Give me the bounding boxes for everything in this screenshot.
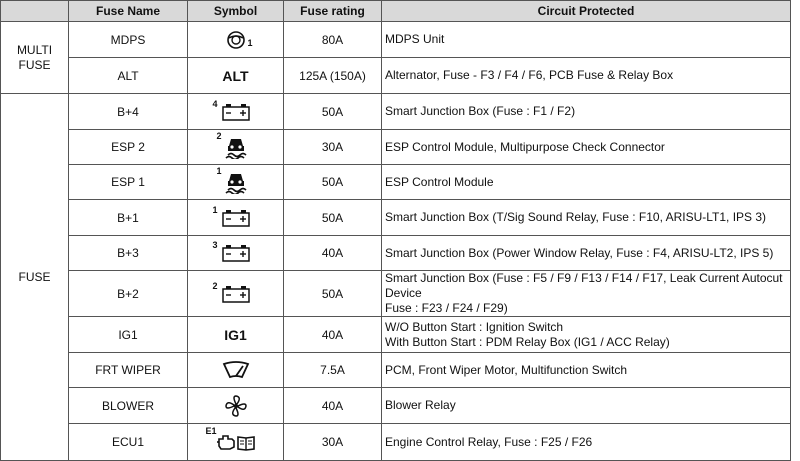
fuse-symbol [188,353,284,388]
group-label-line: FUSE [18,57,51,72]
circuit-protected [382,353,791,388]
table-row [1,58,791,94]
group-label-fuse [1,94,69,461]
battery-icon [221,104,251,118]
fuse-symbol [188,200,284,236]
fuse-rating: 50A [284,200,382,236]
fuse-name: B+3 [69,236,188,271]
fuse-name: ESP 2 [69,130,188,165]
circuit-protected [382,22,791,58]
circuit-protected [382,165,791,200]
fuse-symbol [188,165,284,200]
header-row [1,1,791,22]
symbol-superscript: 1 [247,37,253,48]
fuse-rating: 40A [284,236,382,271]
fuse-name: MDPS [69,22,188,58]
symbol-superscript: 1 [216,166,222,176]
esp-car-icon [225,139,247,153]
table-row [1,353,791,388]
circuit-protected [382,424,791,461]
table-row [1,271,791,317]
fuse-name: B+1 [69,200,188,236]
circuit-line: Smart Junction Box (T/Sig Sound Relay, Fuse : F10, ARISU-LT1, IPS 3) [385,210,767,224]
circuit-line: W/O Button Start : Ignition Switch [385,319,564,334]
circuit-line: Blower Relay [385,398,456,412]
symbol-text: IG1 [224,326,247,343]
table-row [1,317,791,353]
fuse-name: IG1 [69,317,188,353]
fuse-name: ALT [69,58,188,94]
circuit-line: With Button Start : PDM Relay Box (IG1 / ACC Relay) [385,334,670,349]
circuit-protected [382,317,791,353]
table-row [1,130,791,165]
battery-icon [221,245,251,259]
fuse-symbol [188,94,284,130]
fuse-rating: 7.5A [284,353,382,388]
symbol-superscript: 3 [212,240,218,250]
circuit-line: ESP Control Module [385,174,494,189]
fuse-rating: 30A [284,130,382,165]
battery-icon [221,210,251,224]
header-circuit: Circuit Protected [382,1,791,22]
battery-icon [221,286,251,300]
fuse-rating: 50A [284,271,382,317]
symbol-superscript: 2 [212,280,218,291]
esp-car-icon [225,174,247,188]
circuit-line: ESP Control Module, Multipurpose Check Connector [385,139,665,154]
fuse-rating: 80A [284,22,382,58]
symbol-text: ALT [222,67,249,84]
symbol-superscript: 1 [212,204,218,215]
symbol-superscript: 4 [212,98,218,109]
table-row [1,165,791,200]
group-label-line: MULTI [16,42,53,57]
fuse-name: FRT WIPER [69,353,188,388]
fuse-rating: 125A (150A) [284,58,382,94]
circuit-protected [382,200,791,236]
circuit-line: MDPS Unit [385,32,445,46]
fuse-rating: 50A [284,165,382,200]
fuse-name: ECU1 [69,424,188,461]
fuse-name: ESP 1 [69,165,188,200]
table-row [1,236,791,271]
circuit-line: Smart Junction Box (Power Window Relay, Fuse : F4, ARISU-LT2, IPS 5) [385,245,774,260]
header-group [1,1,69,22]
fuse-symbol [188,424,284,461]
fuse-symbol [188,58,284,94]
steering-wheel-icon [225,32,247,46]
fuse-symbol [188,22,284,58]
table-row [1,22,791,58]
circuit-protected [382,58,791,94]
circuit-line: Alternator, Fuse - F3 / F4 / F6, PCB Fuse & Relay Box [385,68,674,82]
table-row [1,388,791,424]
fuse-name: BLOWER [69,388,188,424]
table-row [1,200,791,236]
fuse-rating: 40A [284,317,382,353]
fuse-symbol [188,271,284,317]
group-label-line: FUSE [18,269,51,284]
circuit-line: Smart Junction Box (Fuse : F5 / F9 / F13 / F14 / F17, Leak Current Autocut Device [385,271,783,300]
fuse-symbol [188,236,284,271]
circuit-protected [382,94,791,130]
fuse-symbol [188,388,284,424]
fuse-rating: 30A [284,424,382,461]
circuit-line: Smart Junction Box (Fuse : F1 / F2) [385,104,576,118]
circuit-protected [382,271,791,317]
circuit-protected [382,388,791,424]
fuse-name: B+4 [69,94,188,130]
symbol-superscript: E1 [205,426,217,436]
fan-icon [224,398,248,412]
table-row [1,424,791,461]
circuit-protected [382,236,791,271]
header-fuse-name: Fuse Name [69,1,188,22]
engine-book-icon [216,434,256,448]
group-label-multi-fuse [1,22,69,94]
header-fuse-rating: Fuse rating [284,1,382,22]
circuit-line: Engine Control Relay, Fuse : F25 / F26 [385,434,593,449]
wiper-icon [222,362,250,376]
fuse-rating: 50A [284,94,382,130]
fuse-rating: 40A [284,388,382,424]
fuse-symbol [188,130,284,165]
header-symbol: Symbol [188,1,284,22]
table-row [1,94,791,130]
circuit-line: PCM, Front Wiper Motor, Multifunction Switch [385,362,628,377]
symbol-superscript: 2 [216,131,222,141]
fuse-name: B+2 [69,271,188,317]
circuit-protected [382,130,791,165]
circuit-line: Fuse : F23 / F24 / F29) [385,301,508,315]
fuse-symbol [188,317,284,353]
